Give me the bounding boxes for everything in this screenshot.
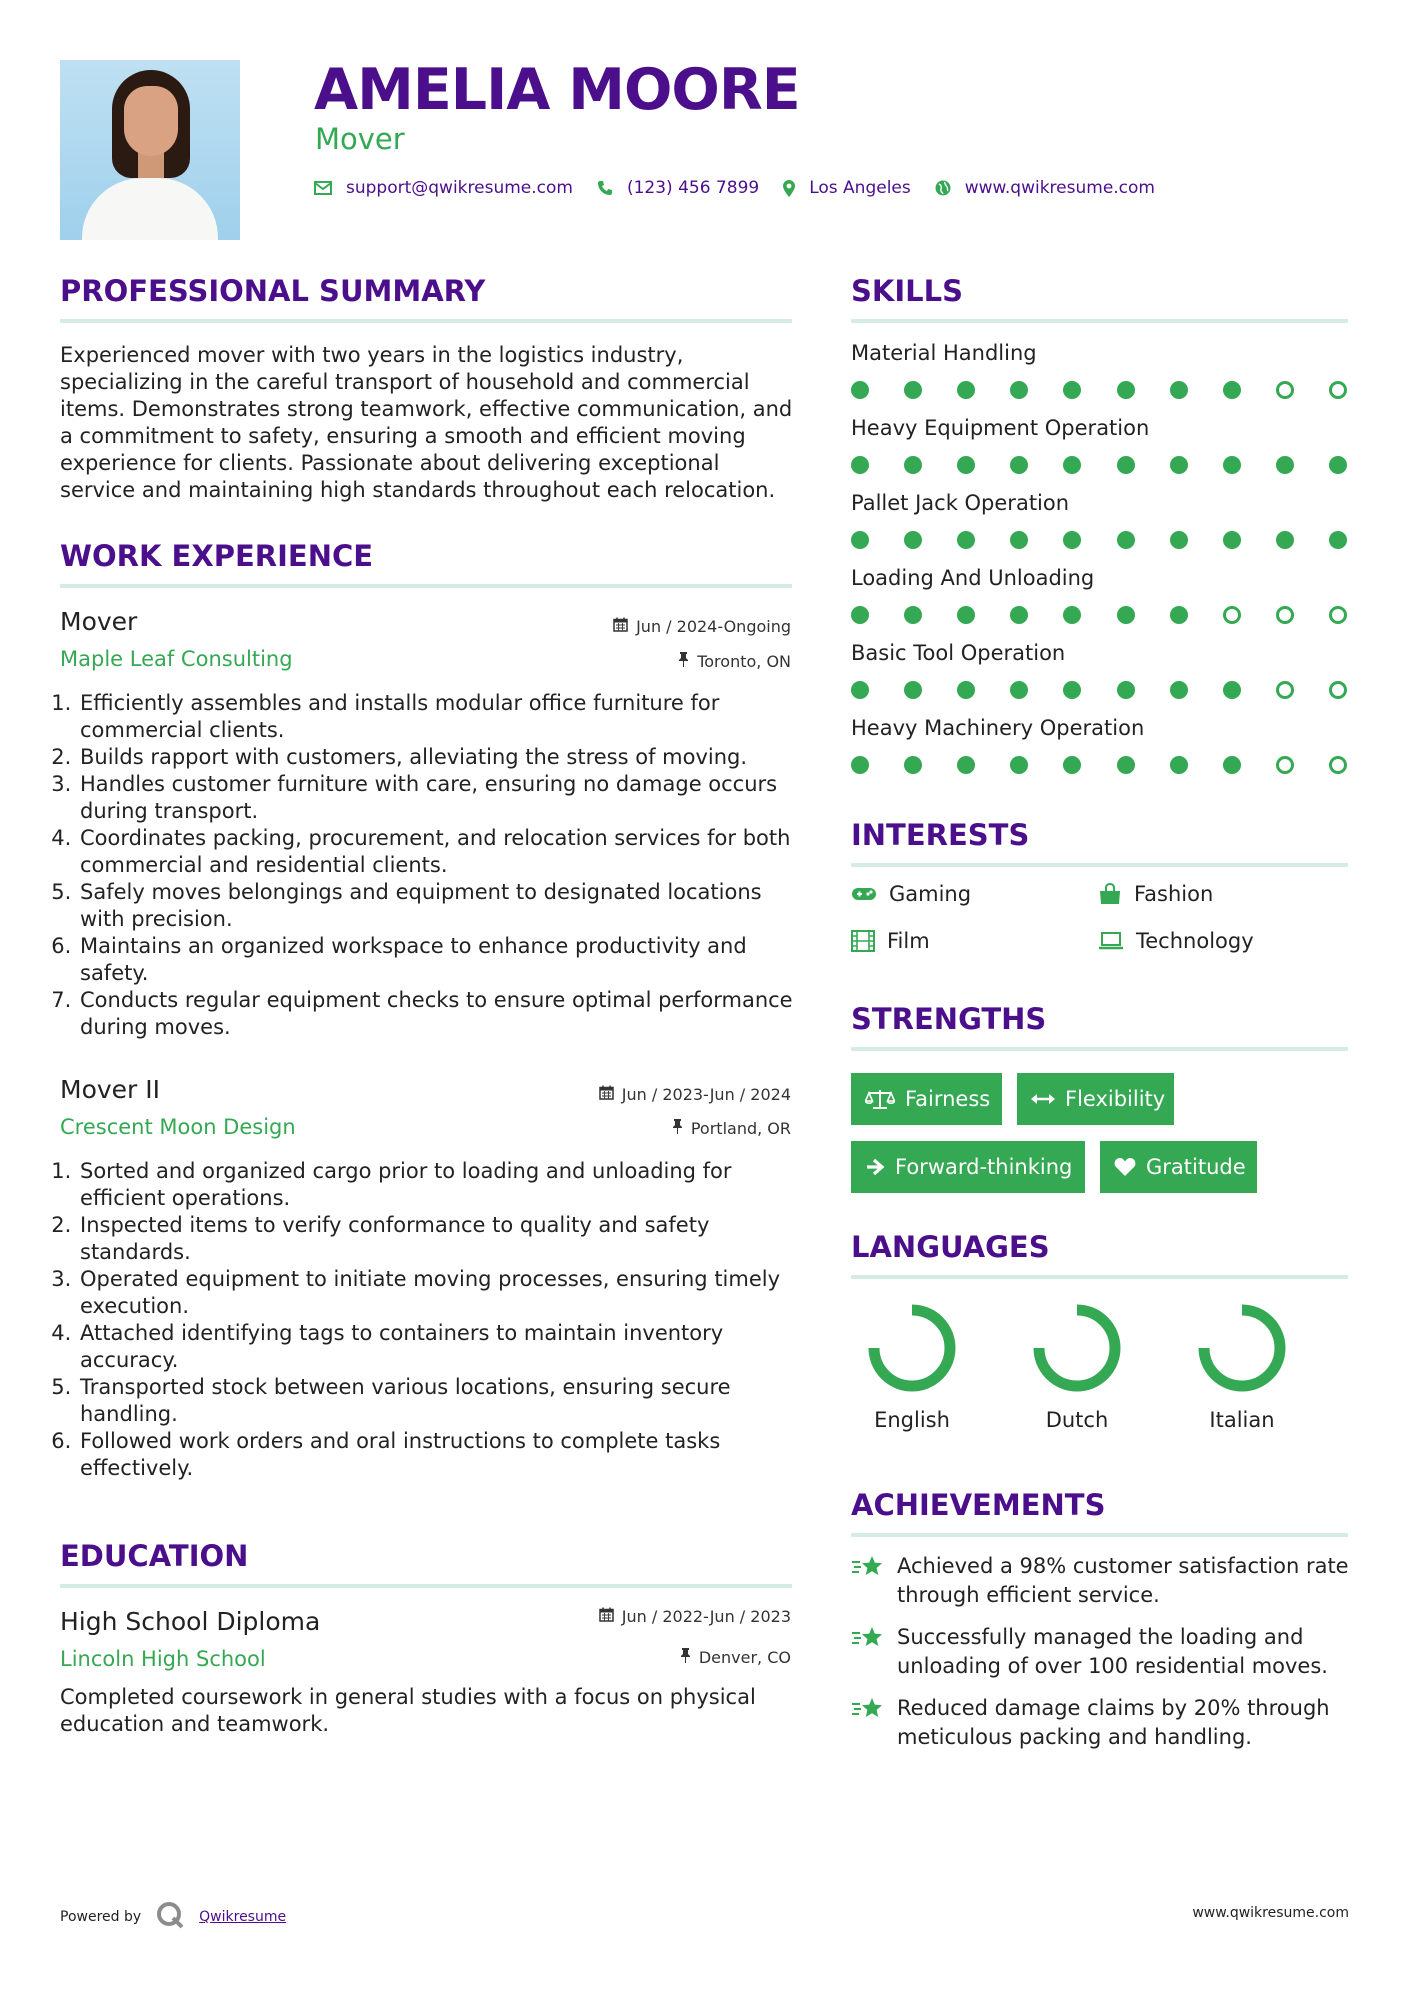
language-level-arc [1204,1310,1280,1386]
rating-dot-filled [1010,531,1028,549]
rating-dot-filled [1170,606,1188,624]
interest-label: Gaming [889,882,972,906]
rating-dot-filled [1223,756,1241,774]
skill-name: Material Handling [851,341,1037,365]
language-ring [1196,1302,1288,1394]
rating-dot-filled [1170,756,1188,774]
rating-dot-filled [851,381,869,399]
languages-divider [851,1275,1348,1279]
education-divider [60,1584,792,1588]
shopping-bag-icon [1098,883,1122,905]
rating-dot-filled [957,756,975,774]
job-dates [613,617,791,636]
skill-name: Pallet Jack Operation [851,491,1070,515]
rating-dot-filled [1223,456,1241,474]
rating-dot-filled [1063,456,1081,474]
achievement-text: Successfully managed the loading and unloading of over 100 residential moves. [897,1625,1328,1678]
rating-dot-filled [1170,531,1188,549]
rating-dot-filled [1329,456,1347,474]
qwikresume-link[interactable]: Qwikresume [199,1909,287,1925]
duty-item: 1. Sorted and organized cargo prior to loading and unloading for efficient operations. [78,1158,798,1212]
contact-website[interactable]: www.qwikresume.com [964,178,1155,198]
skills-divider [851,319,1348,323]
rating-dot-empty [1329,381,1347,399]
language-ring [1031,1302,1123,1394]
education-dates-text: Jun / 2022-Jun / 2023 [621,1607,791,1626]
laptop-icon [1098,931,1124,951]
rating-dot-filled [1117,456,1135,474]
rating-dot-filled [1010,381,1028,399]
shooting-star-icon [851,1552,897,1610]
globe-icon [935,180,951,196]
job-location-text: Portland, OR [690,1119,791,1138]
job-duties-list [60,690,798,1041]
interests-heading: INTERESTS [851,818,1030,852]
rating-dot-filled [851,606,869,624]
language-item [852,1302,972,1432]
experience-heading: WORK EXPERIENCE [60,539,374,573]
strength-label: Fairness [905,1087,991,1111]
calendar-icon [613,617,628,636]
job-dates-text: Jun / 2023-Jun / 2024 [621,1085,791,1104]
pin-icon [672,1119,683,1138]
interest-label: Fashion [1134,882,1214,906]
rating-dot-filled [1170,456,1188,474]
duty-item: 6. Maintains an organized workspace to enhance productivity and safety. [78,933,798,987]
rating-dot-filled [1170,681,1188,699]
rating-dot-filled [851,531,869,549]
achievement-item [851,1694,1351,1752]
qwikresume-logo-icon [155,1900,185,1934]
language-name: Italian [1209,1408,1275,1432]
interest-label: Film [887,929,930,953]
rating-dot-filled [957,381,975,399]
achievement-item [851,1623,1351,1681]
profile-photo [60,60,240,240]
candidate-name: AMELIA MOORE [314,57,800,123]
rating-dot-filled [1223,681,1241,699]
rating-dot-filled [1117,531,1135,549]
balance-scale-icon [865,1088,895,1110]
job-company: Maple Leaf Consulting [60,647,293,671]
interest-item [1098,929,1254,953]
job-dates [599,1085,791,1104]
footer-powered [60,1900,286,1934]
calendar-icon [599,1085,614,1104]
rating-dot-filled [1010,756,1028,774]
rating-dot-filled [957,681,975,699]
skill-name: Heavy Machinery Operation [851,716,1145,740]
rating-dot-filled [904,531,922,549]
education-heading: EDUCATION [60,1539,249,1573]
interest-item [851,882,971,906]
rating-dot-filled [1063,531,1081,549]
job-title: Mover [60,607,138,636]
interests-divider [851,863,1348,867]
experience-divider [60,584,792,588]
skill-name: Loading And Unloading [851,566,1095,590]
strength-chip [1017,1073,1174,1125]
footer-website[interactable]: www.qwikresume.com [1192,1905,1349,1921]
achievement-text: Reduced damage claims by 20% through meticulous packing and handling. [897,1696,1330,1749]
job-location [672,1119,791,1138]
rating-dot-empty [1329,681,1347,699]
contact-phone[interactable]: (123) 456 7899 [626,178,760,198]
interest-item [851,929,930,953]
shooting-star-icon [851,1623,897,1681]
degree-title: High School Diploma [60,1607,321,1636]
rating-dot-filled [1117,606,1135,624]
achievement-text: Achieved a 98% customer satisfaction rate through efficient service. [897,1554,1349,1607]
rating-dot-filled [1010,606,1028,624]
skill-rating [851,381,1347,399]
arrows-h-icon [1031,1093,1055,1105]
rating-dot-filled [1223,531,1241,549]
strengths-heading: STRENGTHS [851,1002,1047,1036]
film-icon [851,930,875,952]
strength-label: Flexibility [1065,1087,1166,1111]
rating-dot-filled [1063,681,1081,699]
job-title: Mover II [60,1075,161,1104]
job-duties-list [60,1158,798,1482]
strength-label: Forward-thinking [895,1155,1073,1179]
skill-name: Heavy Equipment Operation [851,416,1150,440]
skill-rating [851,456,1347,474]
duty-item: 2. Inspected items to verify conformance to quality and safety standards. [78,1212,798,1266]
duty-item: 3. Handles customer furniture with care, ensuring no damage occurs during transport. [78,771,798,825]
skill-name: Basic Tool Operation [851,641,1066,665]
rating-dot-filled [1063,756,1081,774]
summary-divider [60,319,792,323]
skill-rating [851,606,1347,624]
map-marker-icon [783,180,795,197]
arrow-right-icon [865,1158,885,1176]
rating-dot-filled [904,381,922,399]
achievement-item [851,1552,1351,1610]
achievements-heading: ACHIEVEMENTS [851,1488,1106,1522]
duty-item: 4. Attached identifying tags to containers to maintain inventory accuracy. [78,1320,798,1374]
duty-item: 3. Operated equipment to initiate moving processes, ensuring timely execution. [78,1266,798,1320]
job-dates-text: Jun / 2024-Ongoing [636,617,791,636]
rating-dot-filled [1010,681,1028,699]
job-company: Crescent Moon Design [60,1115,296,1139]
rating-dot-filled [1063,606,1081,624]
interest-item [1098,882,1213,906]
duty-item: 5. Transported stock between various locations, ensuring secure handling. [78,1374,798,1428]
rating-dot-empty [1276,606,1294,624]
language-item [1017,1302,1137,1432]
rating-dot-filled [957,606,975,624]
rating-dot-empty [1223,606,1241,624]
duty-item: 2. Builds rapport with customers, alleviating the stress of moving. [78,744,798,771]
language-item [1182,1302,1302,1432]
phone-icon [597,180,613,196]
education-dates [599,1607,791,1626]
pin-icon [680,1648,691,1667]
strengths-divider [851,1047,1348,1051]
education-location-text: Denver, CO [698,1648,791,1667]
duty-item: 7. Conducts regular equipment checks to ensure optimal performance during moves. [78,987,798,1041]
strength-chip [851,1073,1002,1125]
contact-location: Los Angeles [809,178,911,198]
summary-heading: PROFESSIONAL SUMMARY [60,274,486,308]
job-location-text: Toronto, ON [697,652,791,671]
rating-dot-filled [1010,456,1028,474]
strength-chip [1100,1141,1257,1193]
rating-dot-filled [957,531,975,549]
rating-dot-filled [1117,681,1135,699]
rating-dot-filled [851,681,869,699]
education-text: Completed coursework in general studies with a focus on physical education and teamwork. [60,1685,756,1736]
powered-by-label: Powered by [60,1909,142,1925]
rating-dot-filled [1223,381,1241,399]
duty-item: 6. Followed work orders and oral instructions to complete tasks effectively. [78,1428,798,1482]
rating-dot-filled [851,456,869,474]
rating-dot-empty [1276,381,1294,399]
rating-dot-filled [1117,756,1135,774]
skill-rating [851,531,1347,549]
language-ring [866,1302,958,1394]
contact-bar [314,178,1179,198]
summary-text: Experienced mover with two years in the logistics industry, specializing in the careful transport of household and commercial items. Demonstrates strong teamwork, effective communication, and a commitment to safety, ensuring a smooth and efficient moving experience for clients. Passionate about delivering exceptional service and maintaining high standards throughout each relocation. [60,343,793,502]
rating-dot-empty [1276,756,1294,774]
candidate-title: Mover [315,122,405,156]
rating-dot-empty [1329,756,1347,774]
gamepad-icon [851,886,877,902]
contact-email[interactable]: support@qwikresume.com [346,178,573,198]
language-name: English [874,1408,950,1432]
calendar-icon [599,1607,614,1626]
rating-dot-filled [1276,456,1294,474]
job-location [678,652,791,671]
skill-rating [851,681,1347,699]
rating-dot-filled [904,756,922,774]
rating-dot-filled [851,756,869,774]
rating-dot-filled [1329,531,1347,549]
duty-item: 1. Efficiently assembles and installs modular office furniture for commercial clients. [78,690,798,744]
rating-dot-filled [904,681,922,699]
strength-chip [851,1141,1085,1193]
heart-icon [1114,1157,1136,1177]
rating-dot-filled [1276,531,1294,549]
rating-dot-filled [904,606,922,624]
pin-icon [678,652,689,671]
interest-label: Technology [1136,929,1254,953]
language-name: Dutch [1045,1408,1109,1432]
skill-rating [851,756,1347,774]
rating-dot-filled [904,456,922,474]
rating-dot-filled [957,456,975,474]
language-level-arc [874,1310,950,1386]
strength-label: Gratitude [1146,1155,1246,1179]
school-name: Lincoln High School [60,1647,266,1671]
rating-dot-filled [1063,381,1081,399]
education-location [680,1648,791,1667]
duty-item: 4. Coordinates packing, procurement, and relocation services for both commercial and residential clients. [78,825,798,879]
shooting-star-icon [851,1694,897,1752]
duty-item: 5. Safely moves belongings and equipment to designated locations with precision. [78,879,798,933]
rating-dot-filled [1117,381,1135,399]
languages-heading: LANGUAGES [851,1230,1050,1264]
achievements-divider [851,1533,1348,1537]
rating-dot-empty [1329,606,1347,624]
language-level-arc [1039,1310,1115,1386]
skills-heading: SKILLS [851,274,963,308]
envelope-icon [314,181,332,195]
rating-dot-empty [1276,681,1294,699]
rating-dot-filled [1170,381,1188,399]
